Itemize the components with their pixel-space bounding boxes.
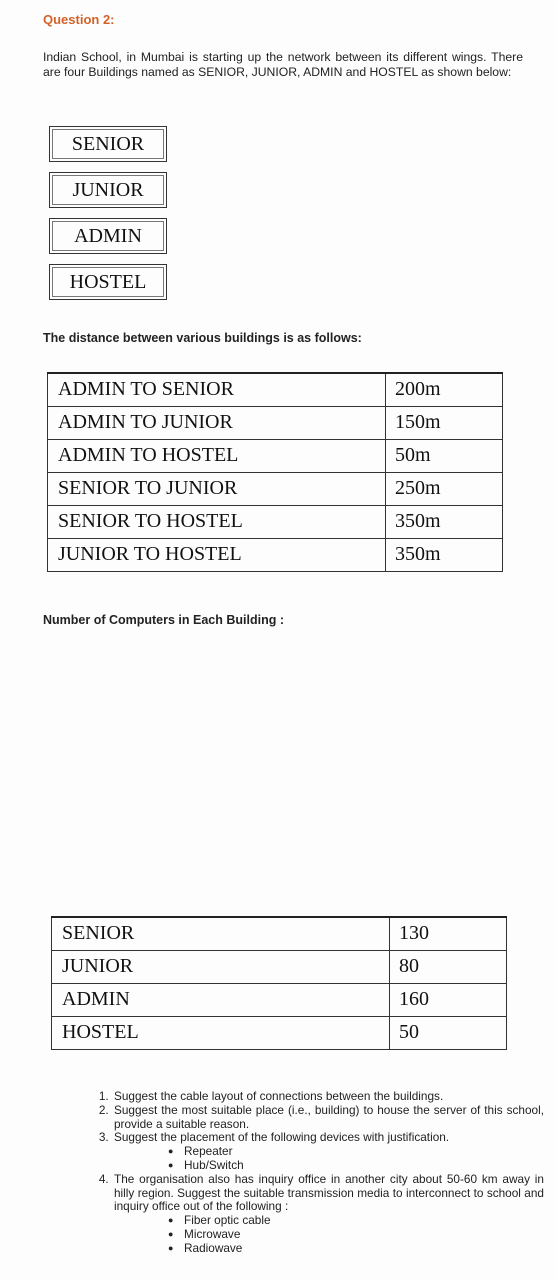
- building-cell: HOSTEL: [52, 1016, 390, 1049]
- table-row: [48, 439, 503, 472]
- table-row: [52, 950, 507, 983]
- intro-paragraph: Indian School, in Mumbai is starting up the network between its different wings. There are four Buildings named as SENIOR, JUNIOR, ADMIN and HOSTEL as shown below:: [43, 50, 523, 79]
- question-title: Question 2:: [43, 12, 115, 27]
- distance-table: [47, 372, 503, 572]
- distance-heading: The distance between various buildings is as follows:: [43, 331, 362, 345]
- computers-heading: Number of Computers in Each Building :: [43, 613, 284, 627]
- building-box-junior: JUNIOR: [49, 172, 167, 208]
- table-row: [52, 983, 507, 1016]
- question-4: [112, 1173, 544, 1256]
- building-cell: JUNIOR: [52, 950, 390, 983]
- count-cell: 50: [390, 1016, 507, 1049]
- table-row: [48, 373, 503, 406]
- table-row: [52, 1016, 507, 1049]
- media-list: [114, 1214, 544, 1255]
- distance-cell: 200m: [386, 373, 503, 406]
- building-box-senior: SENIOR: [49, 126, 167, 162]
- table-row: [48, 538, 503, 571]
- table-row: [48, 472, 503, 505]
- building-cell: ADMIN: [52, 983, 390, 1016]
- distance-cell: 350m: [386, 505, 503, 538]
- route-cell: ADMIN TO JUNIOR: [48, 406, 386, 439]
- table-row: [52, 917, 507, 950]
- question-2: [112, 1104, 544, 1132]
- question-3: [112, 1131, 544, 1172]
- question-list: [92, 1090, 544, 1256]
- route-cell: ADMIN TO SENIOR: [48, 373, 386, 406]
- table-row: [48, 505, 503, 538]
- list-item: ● Hub/Switch: [184, 1159, 544, 1173]
- count-cell: 130: [390, 917, 507, 950]
- table-row: [48, 406, 503, 439]
- route-cell: SENIOR TO JUNIOR: [48, 472, 386, 505]
- distance-cell: 350m: [386, 538, 503, 571]
- distance-cell: 50m: [386, 439, 503, 472]
- list-item: ● Radiowave: [184, 1242, 544, 1256]
- question-text: Suggest the placement of the following devices with justification.: [114, 1130, 450, 1145]
- route-cell: SENIOR TO HOSTEL: [48, 505, 386, 538]
- count-cell: 160: [390, 983, 507, 1016]
- distance-cell: 150m: [386, 406, 503, 439]
- question-text: Suggest the cable layout of connections between the buildings.: [114, 1089, 444, 1103]
- building-box-hostel: HOSTEL: [49, 264, 167, 300]
- distance-cell: 250m: [386, 472, 503, 505]
- building-cell: SENIOR: [52, 917, 390, 950]
- count-cell: 80: [390, 950, 507, 983]
- list-item: ● Repeater: [184, 1145, 544, 1159]
- question-1: [112, 1090, 544, 1104]
- computers-table: [51, 916, 507, 1050]
- device-list: [114, 1145, 544, 1173]
- building-box-admin: ADMIN: [49, 218, 167, 254]
- list-item: ● Microwave: [184, 1228, 544, 1242]
- route-cell: ADMIN TO HOSTEL: [48, 439, 386, 472]
- question-text: The organisation also has inquiry office in another city about 50-60 km away in hilly region. Suggest the suitable transmission media to interconnect to school and inquiry office out of the following :: [114, 1171, 544, 1214]
- list-item: ● Fiber optic cable: [184, 1214, 544, 1228]
- question-text: Suggest the most suitable place (i.e., building) to house the server of this school, provide a suitable reason.: [114, 1102, 544, 1131]
- route-cell: JUNIOR TO HOSTEL: [48, 538, 386, 571]
